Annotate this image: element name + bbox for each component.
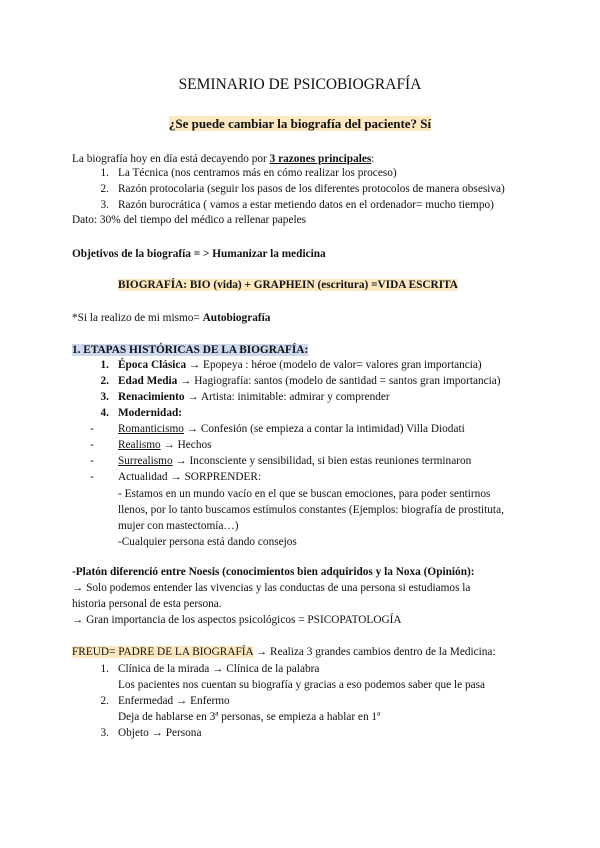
etapa-item: 3. Renacimiento → Artista: inimitable: admirar y comprender xyxy=(100,391,390,403)
freud-line: FREUD= PADRE DE LA BIOGRAFÍA → Realiza 3 grandes cambios dentro de la Medicina: xyxy=(72,646,496,658)
movimiento-item: - Realismo → Hechos xyxy=(90,439,212,451)
reason-item: 2. Razón protocolaria (seguir los pasos de los diferentes protocolos de manera obsesiva) xyxy=(100,183,505,195)
question-text: ¿Se puede cambiar la biografía del paciente? Sí xyxy=(168,116,432,131)
biografia-definition: BIOGRAFÍA: BIO (vida) + GRAPHEIN (escritura) =VIDA ESCRITA xyxy=(118,279,458,291)
reason-item: 3. Razón burocrática ( vamos a estar metiendo datos en el ordenador= mucho tiempo) xyxy=(100,199,494,211)
autobiografia-line: *Si la realizo de mi mismo= Autobiografía xyxy=(72,312,271,324)
intro-line: La biografía hoy en día está decayendo por 3 razones principales: xyxy=(72,153,375,165)
actualidad-text: llenos, por lo tanto buscamos estímulos constantes (Ejemplos: biografía de prostituta, xyxy=(118,504,504,516)
cambio-detail: Los pacientes nos cuentan su biografía y gracias a eso podemos saber que le pasa xyxy=(118,679,486,691)
movimiento-item: - Romanticismo → Confesión (se empieza a contar la intimidad) Villa Diodati xyxy=(90,423,465,435)
actualidad-text: mujer con mastectomía…) xyxy=(118,520,239,532)
platon-heading: -Platón diferenció entre Noesis (conocimientos bien adquiridos y la Noxa (Opinión): xyxy=(72,566,475,578)
actualidad-text: -Cualquier persona está dando consejos xyxy=(118,536,297,548)
movimiento-item: - Surrealismo → Inconsciente y sensibilidad, si bien estas reuniones terminaron xyxy=(90,455,472,467)
cambio-item: 3. Objeto → Persona xyxy=(100,727,202,739)
actualidad-text: - Estamos en un mundo vacío en el que se buscan emociones, para poder sentirnos xyxy=(118,488,491,500)
cambio-item: 2. Enfermedad → Enfermo xyxy=(100,695,230,707)
dato-line: Dato: 30% del tiempo del médico a rellenar papeles xyxy=(72,214,307,226)
cambio-item: 1. Clínica de la mirada → Clínica de la palabra xyxy=(100,663,320,675)
question-heading xyxy=(0,116,600,132)
platon-text: → Solo podemos entender las vivencias y las conductas de una persona si estudiamos la xyxy=(72,582,471,594)
section-heading-etapas: 1. ETAPAS HISTÓRICAS DE LA BIOGRAFÍA: xyxy=(72,344,309,356)
reason-item: 1. La Técnica (nos centramos más en cómo realizar los proceso) xyxy=(100,167,397,179)
etapa-item: 4. Modernidad: xyxy=(100,407,183,419)
platon-text: → Gran importancia de los aspectos psicológicos = PSICOPATOLOGÍA xyxy=(72,614,402,626)
platon-text: historia personal de esta persona. xyxy=(72,598,222,610)
movimiento-item: - Actualidad → SORPRENDER: xyxy=(90,471,262,483)
page-title: SEMINARIO DE PSICOBIOGRAFÍA xyxy=(178,76,422,93)
etapa-item: 2. Edad Media → Hagiografía: santos (modelo de santidad = santos gran importancia) xyxy=(100,375,501,387)
cambio-detail: Deja de hablarse en 3ª personas, se empieza a hablar en 1ª xyxy=(118,711,381,723)
objetivos-line: Objetivos de la biografía = > Humanizar la medicina xyxy=(72,248,326,260)
etapa-item: 1. Época Clásica → Epopeya : héroe (modelo de valor= valores gran importancia) xyxy=(100,359,482,371)
